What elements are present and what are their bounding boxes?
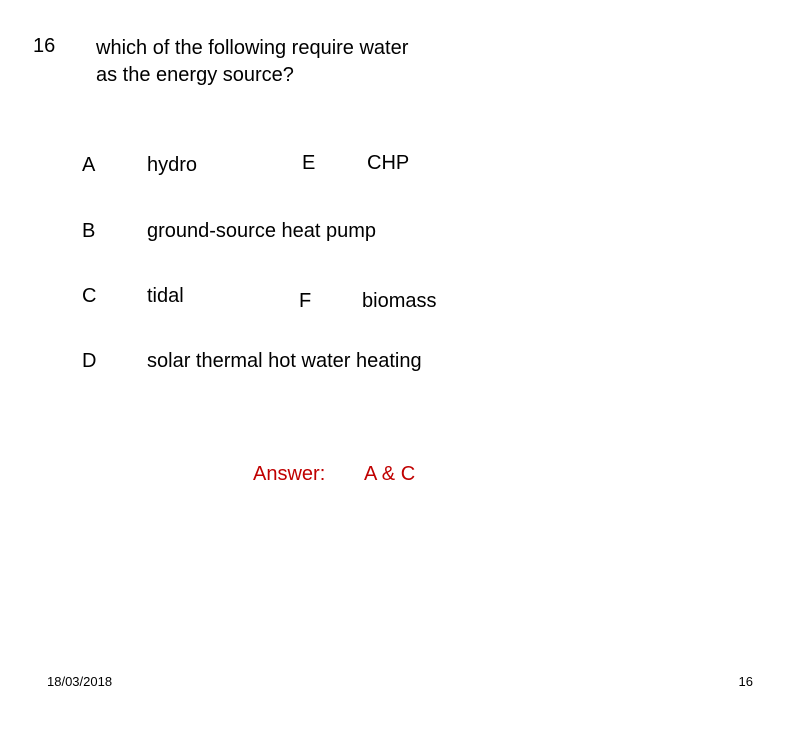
question-line-2: as the energy source? bbox=[96, 64, 294, 86]
option-e-letter: E bbox=[302, 152, 316, 174]
footer-page-number: 16 bbox=[738, 674, 753, 689]
answer-value: A & C bbox=[364, 463, 416, 485]
footer-date: 18/03/2018 bbox=[47, 674, 113, 689]
answer-label: Answer: bbox=[253, 463, 326, 485]
option-c-text: tidal bbox=[147, 285, 184, 307]
question-text bbox=[96, 35, 476, 89]
option-b-text: ground-source heat pump bbox=[147, 220, 377, 242]
option-a-text: hydro bbox=[147, 154, 198, 176]
option-b-letter: B bbox=[82, 220, 96, 242]
question-number: 16 bbox=[33, 35, 56, 57]
option-d-text: solar thermal hot water heating bbox=[147, 350, 422, 372]
option-d-letter: D bbox=[82, 350, 97, 372]
option-a-letter: A bbox=[82, 154, 96, 176]
option-c-letter: C bbox=[82, 285, 97, 307]
option-f-letter: F bbox=[299, 290, 312, 312]
option-e-text: CHP bbox=[367, 152, 410, 174]
question-line-1: which of the following require water bbox=[96, 37, 409, 59]
option-f-text: biomass bbox=[362, 290, 437, 312]
